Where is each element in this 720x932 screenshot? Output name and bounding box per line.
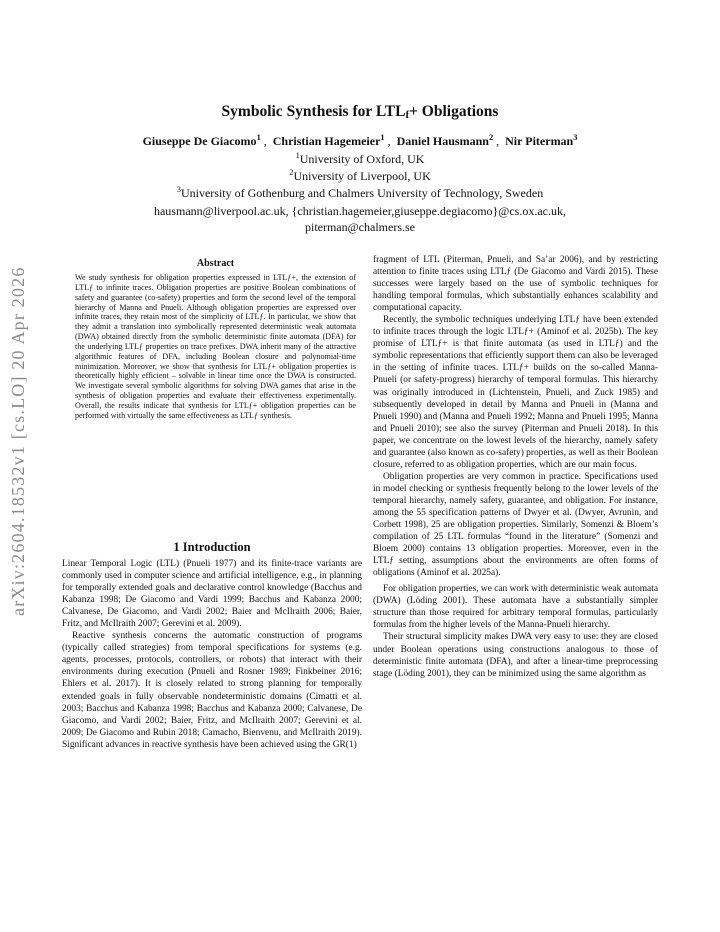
author-name: Christian Hagemeier [272,134,381,148]
affiliation-1 [0,152,720,167]
paragraph: Their structural simplicity makes DWA very easy to use: they are closed under Boolean operations using constructions analogous to those of deterministic finite automata (DFA), and after a linear-time preprocessing stage (Löding 2001), they can be minimized using the same algorithm as [373,632,658,679]
author-name: Giuseppe De Giacomo [142,134,257,148]
affiliation-number: 2 [289,168,294,177]
affiliation-text: University of Oxford, UK [299,152,425,166]
author-affiliation-mark: 3 [573,133,578,142]
affiliation-number: 1 [295,151,300,160]
abstract-body [75,273,356,421]
author-affiliation-mark: 2 [488,133,494,142]
paragraph: Obligation properties are very common in practice. Specifications used in model checking or synthesis frequently belong to the lower levels of the temporal hierarchy, namely safety, guarantee, and obligation. For instance, among the 55 specification patterns of Dwyer et al. (Dwyer, Avrunin, and Corbett 1998), 25 are obligation properties. Similarly, Somenzi & Bloem’s compilation of 25 LTL formulas “found in the literature” (Somenzi and Bloem 2000) contains 13 obligation properties. Moreover, even in the LTLƒ setting, assumptions about the environments are often forms of obligations (Aminof et al. 2025a). [373,471,658,579]
affiliation-text: University of Liverpool, UK [293,169,431,183]
affiliation-3 [0,186,720,201]
author-list: Giuseppe De Giacomo$^1$ , Christian Hagemeier$^1$ , Daniel Hausmann$^2$ , Nir Piterman$^3$ [142,133,578,148]
paragraph: fragment of LTL (Piterman, Pnueli, and Sa’ar 2006), and by restricting attention to finite traces using LTLƒ (De Giacomo and Vardi 2015). These successes were largely based on the use of symbolic techniques for handling temporal formulas, which substantially enhances scalability and computational capacity. [373,255,658,314]
author-name: Nir Piterman [505,134,574,148]
paragraph: Reactive synthesis concerns the automatic construction of programs (typically called strategies) from temporal specifications for systems (e.g. agents, processes, protocols, controllers, or robots) that interact with their environments during execution (Pnueli and Rosner 1989; Finkbeiner 2016; Ehlers et al. 2017). It is closely related to strong planning for temporally extended goals in fully observable nondeterministic domains (Cimatti et al. 2003; Bacchus and Kabanza 1998; Bacchus and Kabanza 2000; Calvanese, De Giacomo, and Vardi 2002; Baier, Fritz, and McIlraith 2007; Gerevini et al. 2009; De Giacomo and Rubin 2018; Camacho, Bienvenu, and McIlraith 2019). Significant advances in reactive synthesis have been achieved using the GR(1) [62,631,362,750]
author-name: Daniel Hausmann [396,134,489,148]
left-column [62,558,362,751]
abstract-heading: Abstract [196,258,235,269]
author-affiliation-mark: 1 [256,133,261,142]
paper-title: Symbolic Synthesis for $LTL_f+$ Obligations [221,103,499,121]
email-line-1[interactable]: hausmann@liverpool.ac.uk, {christian.hagemeier,giuseppe.degiacomo}@cs.ox.ac.uk, [153,204,566,218]
paragraph: For obligation properties, we can work with deterministic weak automata (DWA) (Löding 2001). These automata have a substantially simpler structure than those required for arbitrary temporal formulas, particularly formulas from the higher levels of the Manna-Pnueli hierarchy. [373,584,658,631]
author-affiliation-mark: 1 [380,133,385,142]
affiliation-2 [0,169,720,184]
right-column [373,254,658,680]
paragraph: Linear Temporal Logic (LTL) (Pnueli 1977) and its finite-trace variants are commonly used in computer science and artificial intelligence, e.g., in planning for temporally extended goals and declarative control knowledge (Bacchus and Kabanza 1998; De Giacomo and Vardi 1999; Bacchus and Kabanza 2000; Calvanese, De Giacomo, and Vardi 2002; Baier and McIlraith 2006; Baier, Fritz, and McIlraith 2007; Gerevini et al. 2009). [62,559,362,630]
abstract-text: We study synthesis for obligation properties expressed in LTLƒ+, the extension of LTLƒ to infinite traces. Obligation properties are positive Boolean combinations of safety and guarantee (co-safety) properties and form the second level of the temporal hierarchy of Manna and Pnueli. Although obligation properties are expressed over infinite traces, they retain most of the simplicity of LTLƒ. In particular, we show that they admit a translation into symbolically represented deterministic weak automata (DWA) obtained directly from the symbolic deterministic finite automata (DFA) for the underlying LTLƒ properties on trace prefixes. DWA inherit many of the attractive algorithmic features of DFA, including Boolean closure and polynomial-time minimization. Moreover, we show that synthesis for LTLƒ+ obligation properties is theoretically highly efficient – solvable in linear time once the DWA is constructed. We investigate several symbolic algorithms for solving DWA games that arise in the synthesis of obligation properties and evaluate their effectiveness experimentally. Overall, the results indicate that synthesis for LTLƒ+ obligation properties can be performed with virtually the same effectiveness as LTLƒ synthesis. [75,273,356,420]
section-heading-introduction: 1 Introduction [173,540,251,554]
arxiv-identifier: arXiv:2604.18532v1 [cs.LO] 20 Apr 2026 [8,266,28,616]
affiliation-text: University of Gothenburg and Chalmers University of Technology, Sweden [180,186,544,200]
paragraph: Recently, the symbolic techniques underlying LTLƒ have been extended to infinite traces through the logic LTLƒ+ (Aminof et al. 2025b). The key promise of LTLƒ+ is that finite automata (as used in LTLƒ) and the symbolic representations that efficiently support them can also be leveraged in the setting of infinite traces. LTLƒ+ builds on the so-called Manna-Pnueli (or safety-progress) hierarchy of temporal formulas. This hierarchy was originally introduced in (Lichtenstein, Pnueli, and Zuck 1985) and subsequently developed in detail by Manna and Pnueli in (Manna and Pnueli 1990) and (Manna and Pnueli 1992; Manna and Pnueli 1995; Manna and Pnueli 2010); see also the survey (Piterman and Pnueli 2018). In this paper, we concentrate on the lowest levels of the hierarchy, namely safety and guarantee (also known as co-safety) properties, as well as their Boolean closure, referred to as obligation properties, which are our main focus. [373,315,658,470]
email-line-2[interactable]: piterman@chalmers.se [304,220,415,234]
affiliation-number: 3 [176,185,181,194]
